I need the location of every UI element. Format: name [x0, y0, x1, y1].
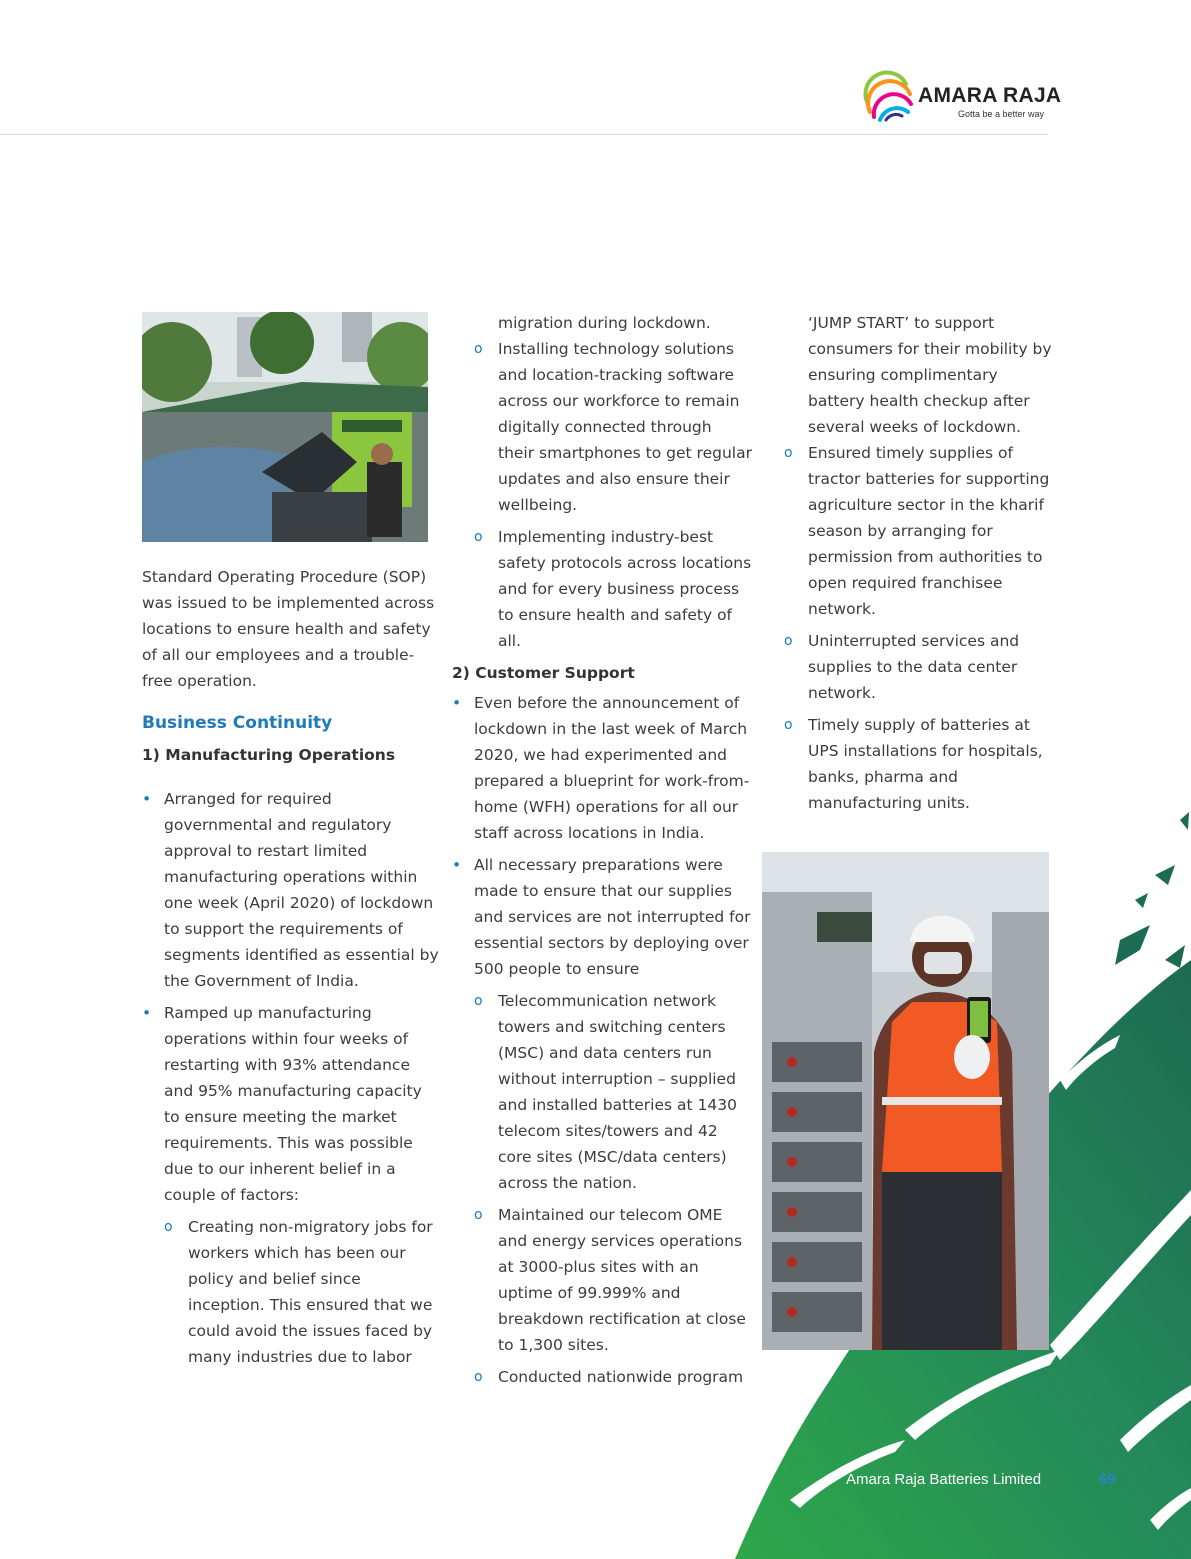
circle-bullet-icon: o: [784, 717, 793, 733]
business-continuity-heading: Business Continuity: [142, 713, 333, 733]
sub-list-item: o Conducted nationwide program: [474, 1364, 752, 1390]
circle-bullet-icon: o: [474, 529, 483, 545]
sub-list-item: o Implementing industry-best safety protocols across locations and for every business process to ensure health and safety of all.: [474, 524, 752, 654]
company-logo: [858, 70, 1062, 130]
page-number: 69: [1099, 1471, 1116, 1488]
brand-name: AMARA RAJA: [918, 84, 1062, 107]
circle-bullet-icon: o: [474, 1207, 483, 1223]
worker-photo: [762, 852, 1049, 1350]
sub-list-item: o Maintained our telecom OME and energy services operations at 3000-plus sites with an uptime of 99.999% and breakdown rectification at close to 1,300 sites.: [474, 1202, 752, 1358]
list-item: • Ramped up manufacturing operations within four weeks of restarting with 93% attendance and 95% manufacturing capacity to ensure meeting the market requirements. This was possible due to our inherent belief in a couple of factors:: [142, 1000, 442, 1208]
bullet-icon: •: [452, 694, 462, 712]
header-divider: [0, 134, 1048, 135]
customer-support-subheading: 2) Customer Support: [452, 664, 635, 682]
manufacturing-operations-subheading: 1) Manufacturing Operations: [142, 746, 396, 764]
bullet-icon: •: [142, 1004, 152, 1022]
continued-text: ‘JUMP START’ to support consumers for their mobility by ensuring complimentary battery health checkup after several weeks of lockdown.: [808, 314, 1052, 436]
footer-company-name: Amara Raja Batteries Limited: [846, 1471, 1042, 1488]
brand-tagline: Gotta be a better way: [958, 109, 1045, 119]
list-item: • Even before the announcement of lockdown in the last week of March 2020, we had experimented and prepared a blueprint for work-from-home (WFH) operations for all our staff across locations in India.: [452, 690, 752, 846]
bullet-icon: •: [142, 790, 152, 808]
sop-intro-paragraph: Standard Operating Procedure (SOP) was issued to be implemented across locations to ensure health and safety of all our employees and a trouble-free operation.: [142, 568, 435, 690]
battery-service-photo: [142, 312, 428, 542]
sub-list-item: o Timely supply of batteries at UPS installations for hospitals, banks, pharma and manufacturing units.: [784, 712, 1059, 816]
circle-bullet-icon: o: [474, 1369, 483, 1385]
sub-list-item: o Uninterrupted services and supplies to the data center network.: [784, 628, 1059, 706]
sub-list-item: o Ensured timely supplies of tractor batteries for supporting agriculture sector in the kharif season by arranging for permission from authorities to open required franchisee network.: [784, 440, 1059, 622]
sub-list-item: o Installing technology solutions and location-tracking software across our workforce to remain digitally connected through their smartphones to get regular updates and also ensure their wellbeing.: [474, 336, 752, 518]
sub-list-item: o Creating non-migratory jobs for workers which has been our policy and belief since inception. This ensured that we could avoid the issues faced by many industries due to labor: [164, 1214, 442, 1370]
circle-bullet-icon: o: [784, 445, 793, 461]
continued-text: migration during lockdown.: [498, 314, 711, 332]
circle-bullet-icon: o: [784, 633, 793, 649]
circle-bullet-icon: o: [164, 1219, 173, 1235]
circle-bullet-icon: o: [474, 341, 483, 357]
circle-bullet-icon: o: [474, 993, 483, 1009]
logo-swirl-icon: [858, 70, 916, 128]
bullet-icon: •: [452, 856, 462, 874]
list-item: • Arranged for required governmental and regulatory approval to restart limited manufacturing operations within one week (April 2020) of lockdown to support the requirements of segments identified as essential by the Government of India.: [142, 786, 442, 994]
sub-list-item: o Telecommunication network towers and switching centers (MSC) and data centers run without interruption – supplied and installed batteries at 1430 telecom sites/towers and 42 core sites (MSC/data centers) across the nation.: [474, 988, 752, 1196]
list-item: • All necessary preparations were made to ensure that our supplies and services are not interrupted for essential sectors by deploying over 500 people to ensure: [452, 852, 752, 982]
